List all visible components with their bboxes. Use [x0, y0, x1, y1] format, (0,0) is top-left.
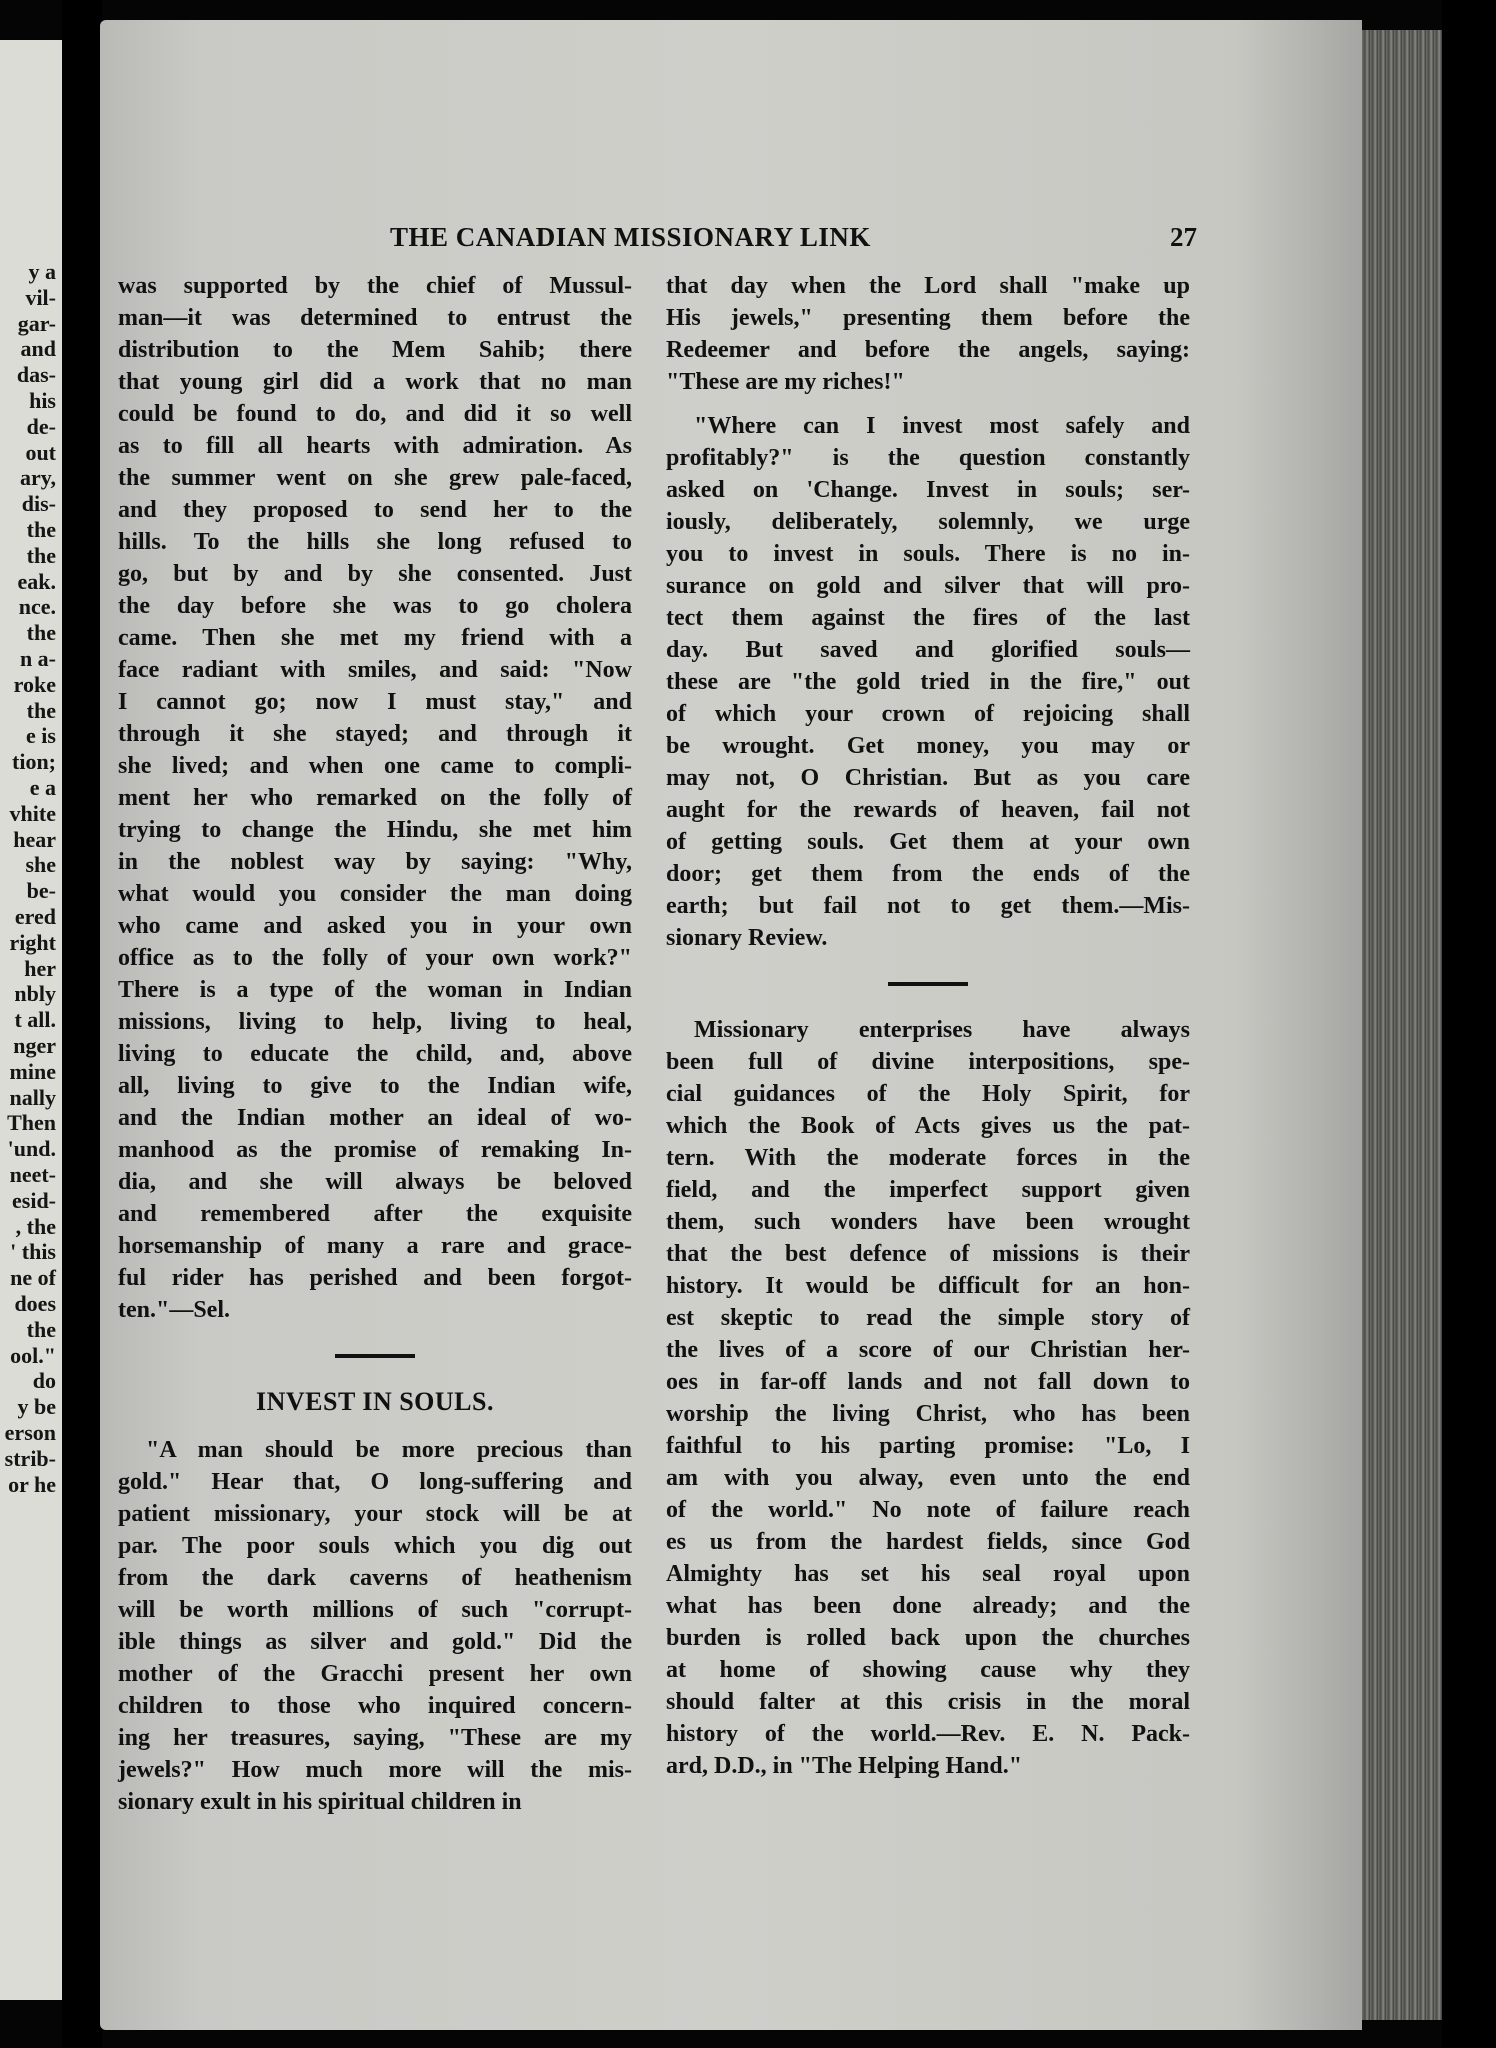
text-line: you to invest in souls. There is no in- — [666, 541, 1190, 567]
text-line: patient missionary, your stock will be at — [118, 1501, 632, 1527]
previous-page-fragment: gar- — [17, 310, 56, 336]
text-line: these are "the gold tried in the fire," out — [666, 669, 1190, 695]
text-line: iously, deliberately, solemnly, we urge — [666, 509, 1190, 535]
text-line: which the Book of Acts gives us the pat- — [666, 1113, 1190, 1139]
text-line: gold." Hear that, O long-suffering and — [118, 1469, 632, 1495]
text-line: His jewels," presenting them before the — [666, 305, 1190, 331]
text-line: be wrought. Get money, you may or — [666, 733, 1190, 759]
text-line: ment her who remarked on the folly of — [118, 785, 632, 811]
text-line: she lived; and when one came to compli- — [118, 753, 632, 779]
text-line: and the Indian mother an ideal of wo- — [118, 1105, 632, 1131]
text-line: par. The poor souls which you dig out — [118, 1533, 632, 1559]
previous-page-fragment: ered — [14, 904, 56, 929]
previous-page-fragment: nally — [9, 1084, 56, 1110]
text-line: from the dark caverns of heathenism — [118, 1565, 632, 1591]
text-line: horsemanship of many a rare and grace- — [118, 1233, 632, 1259]
text-line: as to fill all hearts with admiration. As — [118, 433, 632, 459]
previous-page-fragment: the — [26, 1316, 56, 1342]
previous-page-fragment: the — [26, 697, 56, 723]
previous-page-fragment: the — [26, 542, 56, 568]
previous-page-fragment: n a- — [19, 646, 56, 671]
text-line: was supported by the chief of Mussul- — [118, 273, 632, 299]
text-line: "These are my riches!" — [666, 369, 905, 395]
previous-page-fragment: vil- — [25, 284, 56, 310]
text-line: distribution to the Mem Sahib; there — [118, 337, 632, 363]
previous-page-fragment: 'und. — [7, 1136, 56, 1162]
text-line: that the best defence of missions is their — [666, 1241, 1190, 1267]
previous-page-fragment: the — [26, 620, 56, 646]
previous-page-fragment: ' this — [10, 1239, 56, 1265]
running-header: THE CANADIAN MISSIONARY LINK — [390, 222, 871, 252]
text-line: tect them against the fires of the last — [666, 605, 1190, 631]
text-line: in the noblest way by saying: "Why, — [118, 849, 632, 875]
text-line: earth; but fail not to get them.—Mis- — [666, 893, 1190, 919]
text-line: ible things as silver and gold." Did the — [118, 1629, 632, 1655]
text-line: asked on 'Change. Invest in souls; ser- — [666, 477, 1190, 503]
previous-page-fragment: ary, — [19, 465, 56, 491]
previous-page-fragment: , the — [15, 1213, 56, 1239]
previous-page-fragment: be- — [26, 878, 56, 904]
previous-page-fragment: das- — [16, 362, 56, 388]
text-line: burden is rolled back upon the churches — [666, 1625, 1190, 1651]
page-stack-edge — [1362, 30, 1442, 2020]
previous-page-fragment: out — [25, 439, 56, 465]
previous-page-fragment: hear — [13, 826, 56, 852]
text-line: Redeemer and before the angels, saying: — [666, 337, 1190, 363]
text-line: est skeptic to read the simple story of — [666, 1305, 1190, 1331]
text-line: the lives of a score of our Christian her- — [666, 1337, 1190, 1363]
text-line: the summer went on she grew pale-faced, — [118, 465, 632, 491]
text-line: ful rider has perished and been forgot- — [118, 1265, 632, 1291]
previous-page-fragment: does — [14, 1291, 56, 1316]
previous-page-fragment: neet- — [9, 1162, 56, 1187]
right-column — [666, 270, 1190, 1782]
previous-page-fragment: she — [25, 852, 56, 878]
previous-page-fragment: eak. — [17, 568, 56, 594]
text-line: go, but by and by she consented. Just — [118, 561, 632, 587]
text-line: cial guidances of the Holy Spirit, for — [666, 1081, 1190, 1107]
text-line: may not, O Christian. But as you care — [666, 765, 1190, 791]
section-divider — [335, 1354, 415, 1358]
previous-page-fragment: her — [24, 955, 56, 981]
previous-page-fragment: ne of — [10, 1265, 56, 1291]
text-line: Missionary enterprises have always — [694, 1017, 1190, 1043]
previous-page-fragment: e a — [29, 775, 56, 800]
text-line: man—it was determined to entrust the — [118, 305, 632, 331]
text-line: history of the world.—Rev. E. N. Pack- — [666, 1721, 1190, 1747]
text-line: could be found to do, and did it so well — [118, 401, 632, 427]
article-continuation — [118, 270, 632, 1326]
text-line: door; get them from the ends of the — [666, 861, 1190, 887]
text-line: all, living to give to the Indian wife, — [118, 1073, 632, 1099]
invest-in-souls-continuation — [666, 270, 1190, 398]
text-line: of getting souls. Get them at your own — [666, 829, 1190, 855]
text-line: missions, living to help, living to heal, — [118, 1009, 632, 1035]
text-line: that young girl did a work that no man — [118, 369, 632, 395]
previous-page-fragment: do — [32, 1368, 56, 1394]
previous-page-fragment: strib- — [4, 1445, 56, 1471]
previous-page-fragment: esid- — [12, 1187, 56, 1213]
text-line: mother of the Gracchi present her own — [118, 1661, 632, 1687]
text-line: "A man should be more precious than — [146, 1437, 632, 1463]
text-line: them, such wonders have been wrought — [666, 1209, 1190, 1235]
text-line: profitably?" is the question constantly — [666, 445, 1190, 471]
text-line: tern. With the moderate forces in the — [666, 1145, 1190, 1171]
text-line: day. But saved and glorified souls— — [666, 637, 1190, 663]
text-line: ing her treasures, saying, "These are my — [118, 1725, 632, 1751]
text-line: history. It would be difficult for an hon- — [666, 1273, 1190, 1299]
text-line: Almighty has set his seal royal upon — [666, 1561, 1190, 1587]
text-line: sionary exult in his spiritual children in — [118, 1789, 522, 1815]
previous-page-fragment: nbly — [14, 981, 56, 1007]
text-line: aught for the rewards of heaven, fail not — [666, 797, 1190, 823]
text-line: children to those who inquired concern- — [118, 1693, 632, 1719]
text-line: face radiant with smiles, and said: "Now — [118, 657, 632, 683]
text-line: surance on gold and silver that will pro- — [666, 573, 1190, 599]
text-line: field, and the imperfect support given — [666, 1177, 1190, 1203]
text-line: trying to change the Hindu, she met him — [118, 817, 632, 843]
text-line: faithful to his parting promise: "Lo, I — [666, 1433, 1190, 1459]
text-line: worship the living Christ, who has been — [666, 1401, 1190, 1427]
text-line: jewels?" How much more will the mis- — [118, 1757, 632, 1783]
missionary-enterprises-paragraph — [666, 1014, 1190, 1782]
where-invest-paragraph — [666, 410, 1190, 954]
previous-page-fragment: nce. — [18, 594, 56, 620]
text-line: "Where can I invest most safely and — [694, 413, 1190, 439]
text-line: what has been done already; and the — [666, 1593, 1190, 1619]
previous-page-fragment: mine — [9, 1058, 56, 1084]
text-line: am with you alway, even unto the end — [666, 1465, 1190, 1491]
text-line: office as to the folly of your own work?" — [118, 945, 632, 971]
section-divider — [888, 982, 968, 986]
previous-page-fragment: vhite — [9, 800, 56, 826]
previous-page-edge — [0, 40, 62, 2000]
text-line: There is a type of the woman in Indian — [118, 977, 632, 1003]
previous-page-fragment: tion; — [12, 749, 56, 775]
text-line: that day when the Lord shall "make up — [666, 273, 1190, 299]
text-line: been full of divine interpositions, spe- — [666, 1049, 1190, 1075]
previous-page-fragment: e is — [26, 723, 56, 749]
text-line: will be worth millions of such "corrupt- — [118, 1597, 632, 1623]
previous-page-fragment: y be — [17, 1394, 56, 1420]
previous-page-fragment: his — [29, 388, 56, 413]
scan-background-right — [1442, 0, 1496, 2048]
text-line: es us from the hardest fields, since God — [666, 1529, 1190, 1555]
previous-page-fragment: ool." — [10, 1342, 56, 1368]
invest-in-souls-paragraph — [118, 1434, 632, 1818]
previous-page-fragment: y a — [28, 259, 56, 284]
previous-page-fragment: nger — [13, 1033, 56, 1058]
text-line: ard, D.D., in "The Helping Hand." — [666, 1753, 1023, 1779]
text-line: dia, and she will always be beloved — [118, 1169, 632, 1195]
text-line: through it she stayed; and through it — [118, 721, 632, 747]
section-title: INVEST IN SOULS. — [255, 1387, 494, 1416]
text-line: what would you consider the man doing — [118, 881, 632, 907]
text-line: at home of showing cause why they — [666, 1657, 1190, 1683]
text-line: and remembered after the exquisite — [118, 1201, 632, 1227]
text-line: ten."—Sel. — [118, 1297, 230, 1323]
text-line: of the world." No note of failure reach — [666, 1497, 1190, 1523]
text-line: living to educate the child, and, above — [118, 1041, 632, 1067]
page-number: 27 — [1170, 222, 1197, 252]
previous-page-fragment: Then — [7, 1110, 56, 1136]
text-line: should falter at this crisis in the moral — [666, 1689, 1190, 1715]
text-line: and they proposed to send her to the — [118, 497, 632, 523]
previous-page-fragment: dis- — [21, 491, 56, 517]
left-column — [118, 270, 632, 1818]
text-line: hills. To the hills she long refused to — [118, 529, 632, 555]
previous-page-fragment: right — [9, 929, 56, 955]
previous-page-fragment: erson — [4, 1420, 56, 1445]
previous-page-fragment: de- — [26, 413, 56, 439]
book-gutter — [62, 0, 102, 2048]
text-line: came. Then she met my friend with a — [118, 625, 632, 651]
previous-page-fragment: and — [20, 336, 56, 362]
text-line: sionary Review. — [666, 925, 828, 951]
text-line: of which your crown of rejoicing shall — [666, 701, 1190, 727]
previous-page-fragment: the — [26, 517, 56, 542]
text-line: oes in far-off lands and not fall down to — [666, 1369, 1190, 1395]
text-line: who came and asked you in your own — [118, 913, 632, 939]
previous-page-fragment: or he — [8, 1471, 56, 1497]
text-line: the day before she was to go cholera — [118, 593, 632, 619]
text-line: manhood as the promise of remaking In- — [118, 1137, 632, 1163]
text-line: I cannot go; now I must stay," and — [118, 689, 632, 715]
previous-page-fragment: roke — [13, 671, 56, 697]
previous-page-fragment: t all. — [14, 1007, 56, 1033]
